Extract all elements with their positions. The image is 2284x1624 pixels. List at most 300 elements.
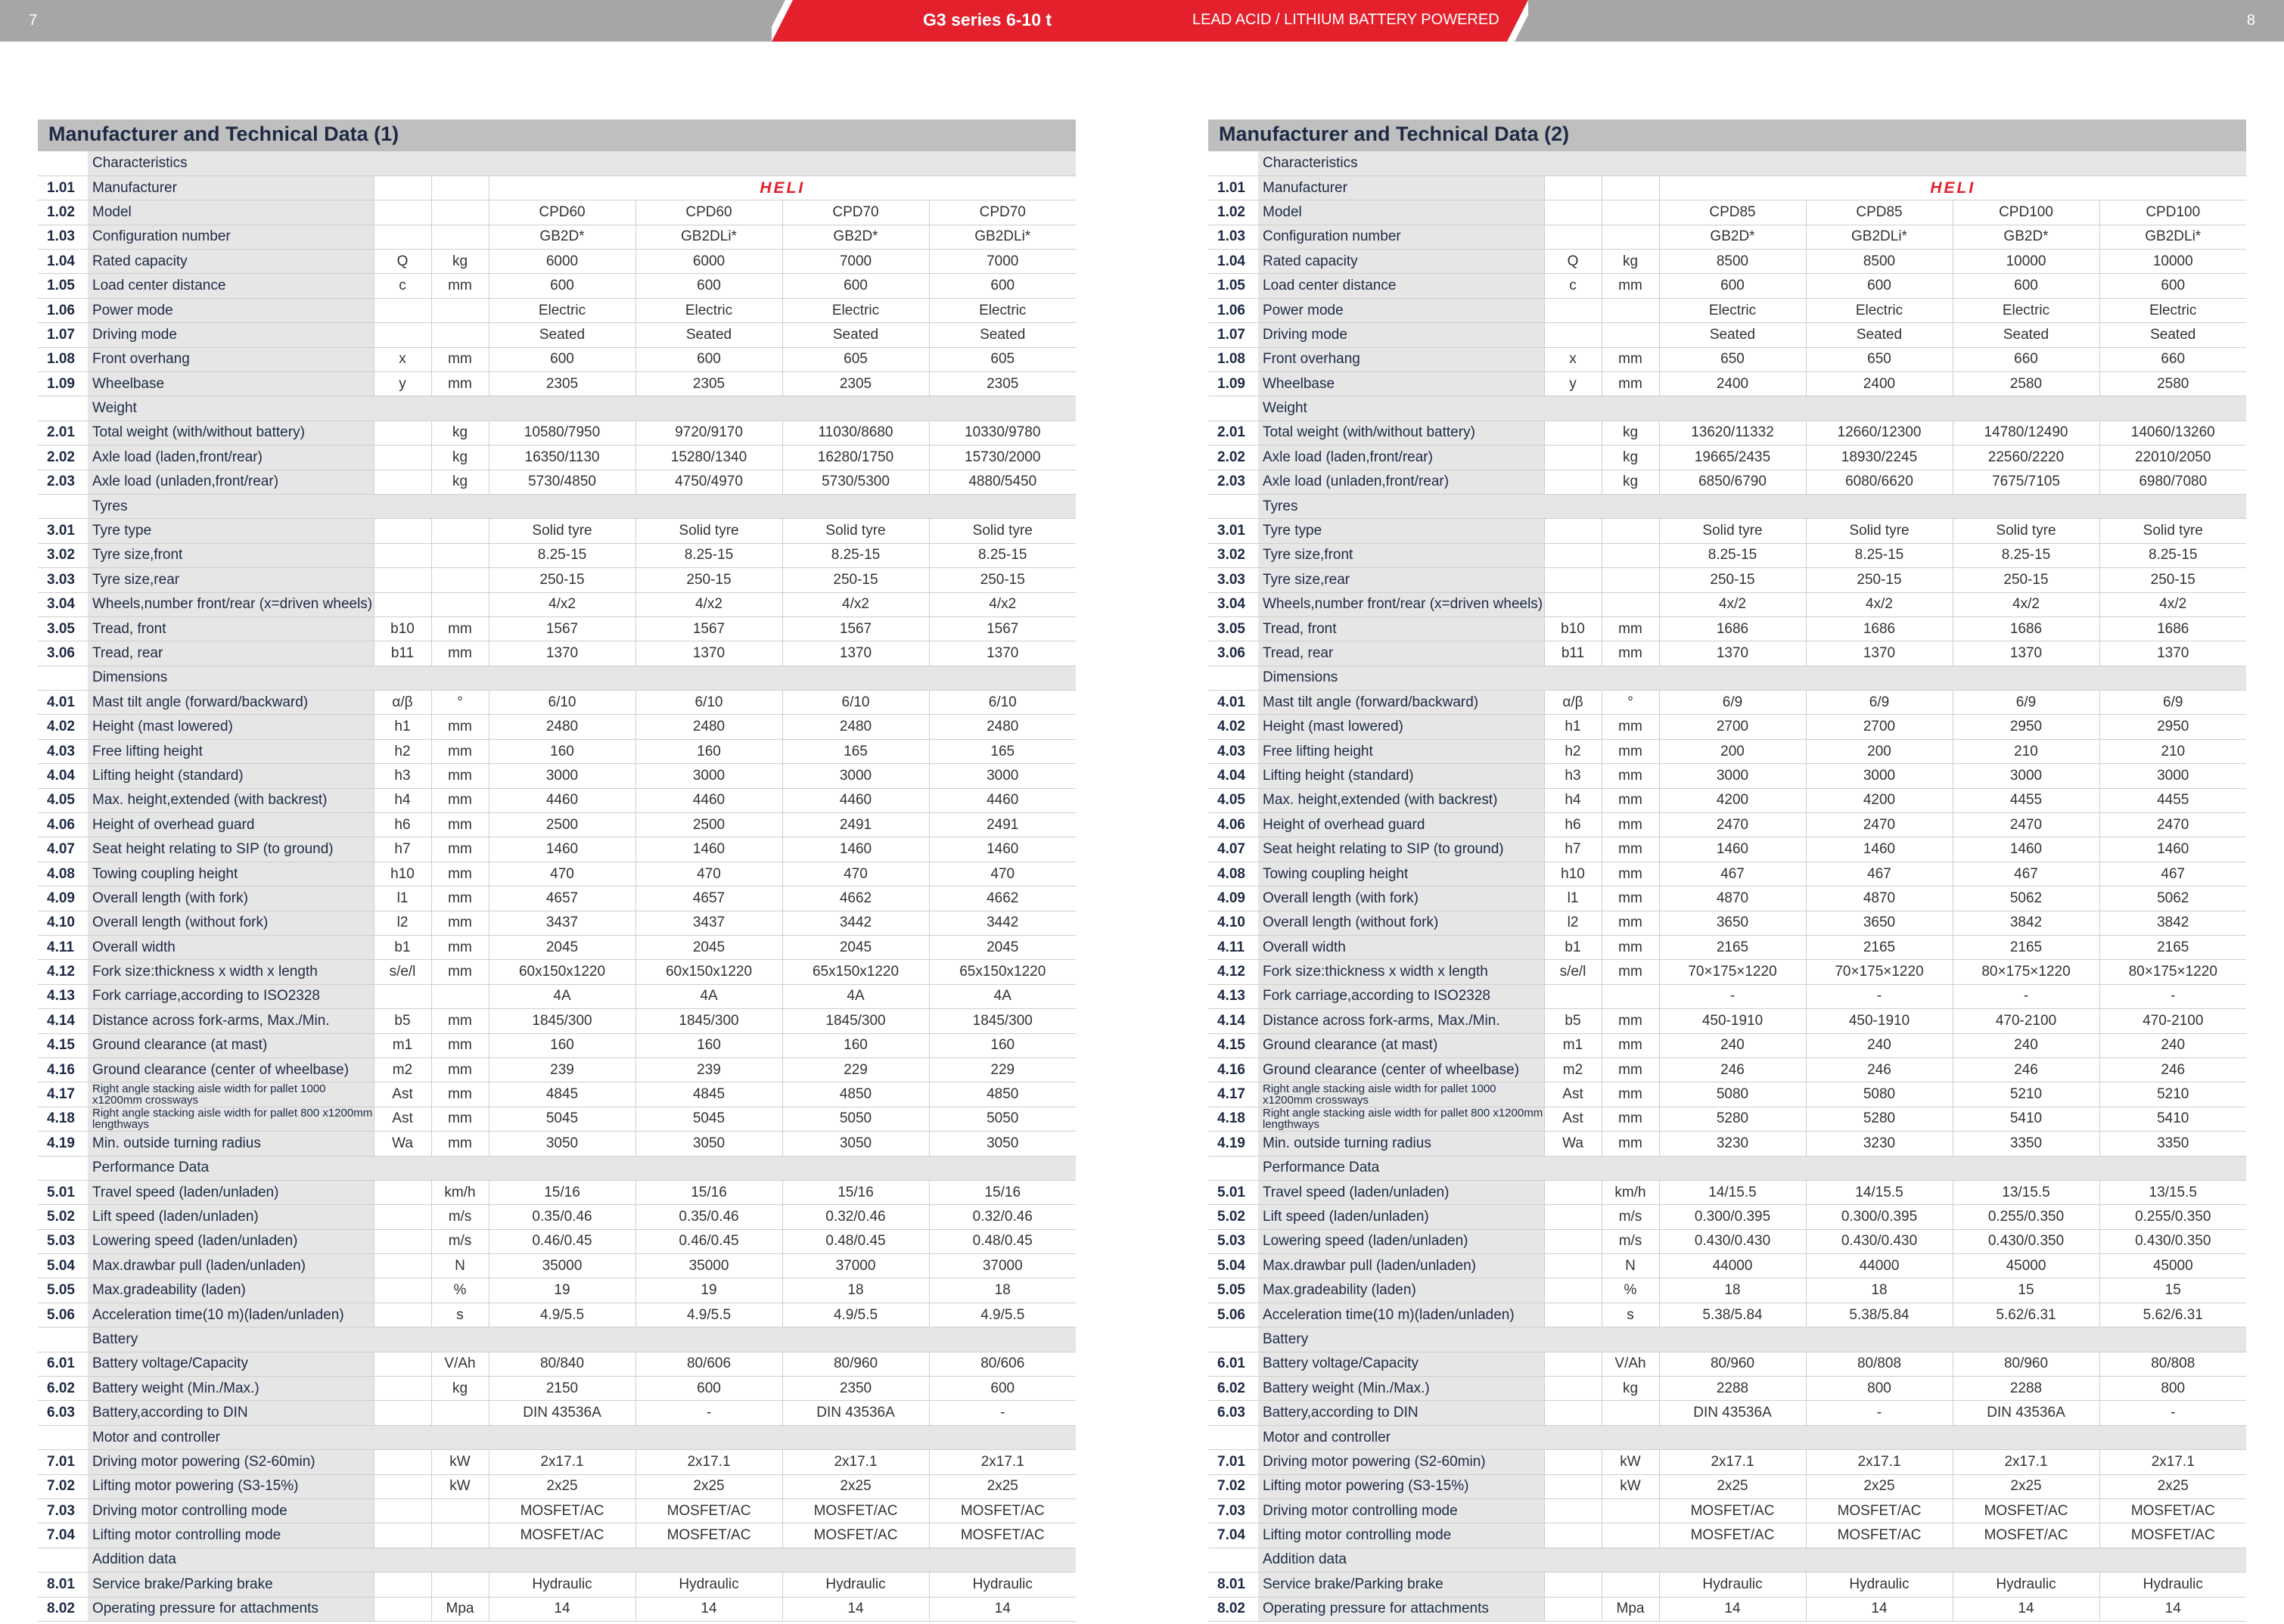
- section-row: [1208, 1548, 2246, 1572]
- spec-row: [38, 1303, 1076, 1327]
- value-cell: MOSFET/AC: [782, 1523, 929, 1548]
- empty-cell: [1544, 494, 1602, 518]
- value-cell: GB2D*: [489, 225, 635, 249]
- value-cell: 65x150x1220: [782, 960, 929, 984]
- row-number: 5.01: [1208, 1180, 1258, 1204]
- value-cell: 5080: [1806, 1082, 1953, 1107]
- value-cell: 2x17.1: [489, 1450, 635, 1474]
- empty-cell: [782, 1156, 929, 1180]
- value-cell: 1845/300: [489, 1009, 635, 1033]
- value-cell: 0.46/0.45: [635, 1229, 782, 1253]
- value-cell: 19: [489, 1278, 635, 1303]
- page-number-right: 8: [2246, 12, 2255, 29]
- value-cell: 1845/300: [782, 1009, 929, 1033]
- symbol-cell: [1544, 200, 1602, 225]
- value-cell: 4850: [929, 1082, 1076, 1107]
- value-cell: 1845/300: [929, 1009, 1076, 1033]
- value-cell: 80/808: [1806, 1352, 1953, 1376]
- symbol-cell: [1544, 1474, 1602, 1498]
- unit-cell: %: [1602, 1278, 1659, 1303]
- empty-cell: [431, 1548, 489, 1572]
- value-cell: 8.25-15: [782, 543, 929, 567]
- row-number: 1.05: [1208, 274, 1258, 298]
- row-label: Front overhang: [88, 347, 374, 371]
- value-cell: 3842: [2099, 911, 2246, 935]
- section-row: [38, 396, 1076, 421]
- value-cell: 14: [782, 1597, 929, 1621]
- value-cell: 7675/7105: [1953, 470, 2099, 494]
- symbol-cell: [374, 323, 431, 347]
- unit-cell: mm: [431, 911, 489, 935]
- row-label: Total weight (with/without battery): [88, 421, 374, 445]
- row-number: 4.10: [38, 911, 88, 935]
- row-label: Min. outside turning radius: [88, 1132, 374, 1156]
- row-number: 4.08: [38, 862, 88, 886]
- row-number: 3.03: [38, 568, 88, 592]
- symbol-cell: c: [374, 274, 431, 298]
- value-cell: 80/960: [1953, 1352, 2099, 1376]
- row-number: 4.09: [1208, 887, 1258, 911]
- value-cell: MOSFET/AC: [635, 1523, 782, 1548]
- value-cell: 600: [1953, 274, 2099, 298]
- value-cell: 8.25-15: [929, 543, 1076, 567]
- empty-cell: [1602, 396, 1659, 421]
- value-cell: Solid tyre: [635, 519, 782, 543]
- unit-cell: [431, 543, 489, 567]
- value-cell: Hydraulic: [489, 1573, 635, 1597]
- row-label: Manufacturer: [88, 175, 374, 200]
- symbol-cell: [1544, 470, 1602, 494]
- row-number: 4.02: [1208, 715, 1258, 739]
- unit-cell: mm: [1602, 1009, 1659, 1033]
- unit-cell: m/s: [431, 1205, 489, 1229]
- value-cell: 1460: [1806, 837, 1953, 862]
- empty-cell: [1602, 1156, 1659, 1180]
- value-cell: 1460: [2099, 837, 2246, 862]
- spec-row: [1208, 984, 2246, 1008]
- value-cell: 4/x2: [929, 592, 1076, 616]
- value-cell: CPD85: [1659, 200, 1806, 225]
- value-cell: 246: [2099, 1057, 2246, 1082]
- value-cell: 4A: [929, 984, 1076, 1008]
- value-cell: 200: [1806, 739, 1953, 763]
- value-cell: Hydraulic: [929, 1573, 1076, 1597]
- unit-cell: mm: [431, 862, 489, 886]
- spec-row: [38, 421, 1076, 445]
- value-cell: 1370: [1806, 641, 1953, 666]
- empty-cell: [431, 1425, 489, 1449]
- value-cell: -: [1953, 984, 2099, 1008]
- value-cell: 2x25: [635, 1474, 782, 1498]
- value-cell: 246: [1659, 1057, 1806, 1082]
- symbol-cell: Ast: [374, 1082, 431, 1107]
- value-cell: 2x25: [929, 1474, 1076, 1498]
- value-cell: 4200: [1806, 788, 1953, 812]
- row-label: Wheels,number front/rear (x=driven wheels): [1258, 592, 1544, 616]
- value-cell: Seated: [489, 323, 635, 347]
- symbol-cell: [374, 1180, 431, 1204]
- row-label: Driving motor powering (S2-60min): [88, 1450, 374, 1474]
- empty-cell: [635, 151, 782, 175]
- row-label: Rated capacity: [1258, 250, 1544, 274]
- spec-row: [38, 543, 1076, 567]
- unit-cell: mm: [431, 641, 489, 666]
- value-cell: 239: [489, 1057, 635, 1082]
- row-number: 1.04: [38, 250, 88, 274]
- symbol-cell: Q: [1544, 250, 1602, 274]
- row-label: Operating pressure for attachments: [1258, 1597, 1544, 1621]
- row-label: Axle load (laden,front/rear): [1258, 446, 1544, 470]
- symbol-cell: [1544, 519, 1602, 543]
- section-label: Performance Data: [88, 1156, 374, 1180]
- unit-cell: mm: [431, 887, 489, 911]
- value-cell: 4662: [929, 887, 1076, 911]
- spec-row: [38, 739, 1076, 763]
- symbol-cell: [1544, 1303, 1602, 1327]
- row-label: Fork size:thickness x width x length: [88, 960, 374, 984]
- symbol-cell: [1544, 1205, 1602, 1229]
- row-label: Axle load (laden,front/rear): [88, 446, 374, 470]
- symbol-cell: [1544, 298, 1602, 322]
- row-label: Height of overhead guard: [88, 813, 374, 837]
- value-cell: Seated: [2099, 323, 2246, 347]
- value-cell: 2x17.1: [1953, 1450, 2099, 1474]
- row-label: Right angle stacking aisle width for pallet 1000 x1200mm crossways: [88, 1082, 374, 1107]
- value-cell: 70×175×1220: [1806, 960, 1953, 984]
- row-number: 1.06: [38, 298, 88, 322]
- unit-cell: mm: [1602, 616, 1659, 641]
- unit-cell: [431, 984, 489, 1008]
- row-number: [38, 396, 88, 421]
- value-cell: 0.48/0.45: [782, 1229, 929, 1253]
- row-label: Manufacturer: [1258, 175, 1544, 200]
- symbol-cell: m2: [1544, 1057, 1602, 1082]
- row-number: 4.18: [38, 1107, 88, 1131]
- value-cell: 0.300/0.395: [1659, 1205, 1806, 1229]
- value-cell: 4870: [1659, 887, 1806, 911]
- empty-cell: [431, 1327, 489, 1352]
- unit-cell: N: [431, 1254, 489, 1278]
- value-cell: 6/9: [1953, 691, 2099, 715]
- empty-cell: [929, 151, 1076, 175]
- unit-cell: kg: [1602, 250, 1659, 274]
- spec-row: [1208, 1009, 2246, 1033]
- unit-cell: mm: [431, 960, 489, 984]
- symbol-cell: [374, 1573, 431, 1597]
- empty-cell: [1953, 1425, 2099, 1449]
- symbol-cell: h1: [1544, 715, 1602, 739]
- value-cell: 1370: [782, 641, 929, 666]
- unit-cell: [431, 1401, 489, 1425]
- value-cell: Solid tyre: [782, 519, 929, 543]
- symbol-cell: [374, 1352, 431, 1376]
- value-cell: Solid tyre: [2099, 519, 2246, 543]
- value-cell: 2500: [489, 813, 635, 837]
- symbol-cell: [1544, 543, 1602, 567]
- row-number: 1.08: [38, 347, 88, 371]
- empty-cell: [929, 1425, 1076, 1449]
- row-label: Tyre size,front: [1258, 543, 1544, 567]
- value-cell: 470: [489, 862, 635, 886]
- value-cell: Solid tyre: [1953, 519, 2099, 543]
- value-cell: 2150: [489, 1377, 635, 1401]
- symbol-cell: [1544, 1573, 1602, 1597]
- row-label: Wheelbase: [88, 372, 374, 396]
- value-cell: Seated: [1953, 323, 2099, 347]
- symbol-cell: [1544, 1180, 1602, 1204]
- row-label: Height (mast lowered): [1258, 715, 1544, 739]
- unit-cell: mm: [1602, 715, 1659, 739]
- empty-cell: [782, 396, 929, 421]
- empty-cell: [1953, 151, 2099, 175]
- symbol-cell: [374, 1523, 431, 1548]
- spec-row: [38, 1498, 1076, 1523]
- symbol-cell: h6: [1544, 813, 1602, 837]
- value-cell: 8500: [1806, 250, 1953, 274]
- empty-cell: [635, 666, 782, 690]
- unit-cell: [1602, 984, 1659, 1008]
- symbol-cell: [1544, 1352, 1602, 1376]
- spec-row: [1208, 739, 2246, 763]
- unit-cell: kW: [431, 1474, 489, 1498]
- section-row: [1208, 1425, 2246, 1449]
- unit-cell: kg: [1602, 421, 1659, 445]
- empty-cell: [431, 494, 489, 518]
- spec-row: [1208, 691, 2246, 715]
- row-number: 4.12: [38, 960, 88, 984]
- value-cell: 1845/300: [635, 1009, 782, 1033]
- value-cell: 0.255/0.350: [1953, 1205, 2099, 1229]
- unit-cell: mm: [431, 1057, 489, 1082]
- value-cell: 0.430/0.430: [1806, 1229, 1953, 1253]
- value-cell: 80/960: [1659, 1352, 1806, 1376]
- row-label: Lowering speed (laden/unladen): [88, 1229, 374, 1253]
- row-number: 4.04: [1208, 764, 1258, 788]
- spec-row: [1208, 837, 2246, 862]
- spec-row: [38, 1009, 1076, 1033]
- value-cell: 4200: [1659, 788, 1806, 812]
- value-cell: Solid tyre: [1806, 519, 1953, 543]
- symbol-cell: h3: [374, 764, 431, 788]
- unit-cell: km/h: [1602, 1180, 1659, 1204]
- unit-cell: N: [1602, 1254, 1659, 1278]
- unit-cell: V/Ah: [431, 1352, 489, 1376]
- row-label: Travel speed (laden/unladen): [1258, 1180, 1544, 1204]
- row-number: 7.03: [1208, 1498, 1258, 1523]
- row-label: Axle load (unladen,front/rear): [88, 470, 374, 494]
- spec-row: [1208, 421, 2246, 445]
- row-number: 6.02: [1208, 1377, 1258, 1401]
- symbol-cell: [374, 1498, 431, 1523]
- unit-cell: mm: [431, 739, 489, 763]
- value-cell: 0.300/0.395: [1806, 1205, 1953, 1229]
- value-cell: 15/16: [782, 1180, 929, 1204]
- value-cell: 2x17.1: [1806, 1450, 1953, 1474]
- value-cell: 15: [1953, 1278, 2099, 1303]
- row-number: [1208, 1327, 1258, 1352]
- symbol-cell: b11: [1544, 641, 1602, 666]
- spec-row: [1208, 960, 2246, 984]
- spec-row: [1208, 715, 2246, 739]
- spec-table: [1208, 151, 2246, 1622]
- row-number: [1208, 396, 1258, 421]
- value-cell: 246: [1806, 1057, 1953, 1082]
- value-cell: 45000: [1953, 1254, 2099, 1278]
- unit-cell: mm: [1602, 911, 1659, 935]
- empty-cell: [1953, 1548, 2099, 1572]
- row-number: 4.15: [1208, 1033, 1258, 1057]
- unit-cell: s: [431, 1303, 489, 1327]
- row-number: [1208, 1156, 1258, 1180]
- row-label: Total weight (with/without battery): [1258, 421, 1544, 445]
- value-cell: 2305: [782, 372, 929, 396]
- value-cell: 13/15.5: [2099, 1180, 2246, 1204]
- unit-cell: mm: [1602, 887, 1659, 911]
- empty-cell: [929, 1327, 1076, 1352]
- value-cell: 1686: [1806, 616, 1953, 641]
- row-number: 8.02: [38, 1597, 88, 1621]
- value-cell: 4657: [489, 887, 635, 911]
- row-number: [1208, 666, 1258, 690]
- section-row: [38, 1156, 1076, 1180]
- value-cell: CPD100: [2099, 200, 2246, 225]
- section-row: [38, 666, 1076, 690]
- symbol-cell: [1544, 175, 1602, 200]
- value-cell: 1460: [782, 837, 929, 862]
- empty-cell: [1953, 1156, 2099, 1180]
- row-label: Max.gradeability (laden): [88, 1278, 374, 1303]
- spec-row: [38, 200, 1076, 225]
- row-number: 1.01: [38, 175, 88, 200]
- row-label: Tyre size,front: [88, 543, 374, 567]
- value-cell: 165: [782, 739, 929, 763]
- section-label: Tyres: [88, 494, 374, 518]
- row-number: 4.02: [38, 715, 88, 739]
- empty-cell: [489, 396, 635, 421]
- value-cell: GB2DLi*: [1806, 225, 1953, 249]
- row-number: [1208, 494, 1258, 518]
- value-cell: 2700: [1806, 715, 1953, 739]
- unit-cell: mm: [1602, 936, 1659, 960]
- section-label: Battery: [1258, 1327, 1544, 1352]
- value-cell: 1370: [635, 641, 782, 666]
- symbol-cell: l2: [1544, 911, 1602, 935]
- empty-cell: [782, 666, 929, 690]
- value-cell: 470: [929, 862, 1076, 886]
- value-cell: MOSFET/AC: [782, 1498, 929, 1523]
- row-number: 4.10: [1208, 911, 1258, 935]
- symbol-cell: [374, 1474, 431, 1498]
- empty-cell: [489, 151, 635, 175]
- value-cell: GB2DLi*: [635, 225, 782, 249]
- value-cell: 160: [782, 1033, 929, 1057]
- value-cell: 3230: [1659, 1132, 1806, 1156]
- row-number: 4.05: [38, 788, 88, 812]
- value-cell: 5730/5300: [782, 470, 929, 494]
- row-label: Right angle stacking aisle width for pallet 800 x1200mm lengthways: [88, 1107, 374, 1131]
- value-cell: 160: [635, 1033, 782, 1057]
- spec-table: [38, 151, 1076, 1622]
- spec-row: [1208, 347, 2246, 371]
- value-cell: Hydraulic: [1659, 1573, 1806, 1597]
- value-cell: 80/606: [929, 1352, 1076, 1376]
- spec-row: [38, 788, 1076, 812]
- value-cell: 2950: [2099, 715, 2246, 739]
- spec-row: [1208, 1229, 2246, 1253]
- symbol-cell: Ast: [1544, 1107, 1602, 1131]
- value-cell: -: [635, 1401, 782, 1425]
- value-cell: 3350: [2099, 1132, 2246, 1156]
- value-cell: 467: [1659, 862, 1806, 886]
- value-cell: 240: [1659, 1033, 1806, 1057]
- empty-cell: [1659, 396, 1806, 421]
- value-cell: 2350: [782, 1377, 929, 1401]
- spec-row: [1208, 1254, 2246, 1278]
- empty-cell: [1659, 666, 1806, 690]
- unit-cell: mm: [431, 788, 489, 812]
- symbol-cell: [374, 543, 431, 567]
- value-cell: 2045: [489, 936, 635, 960]
- empty-cell: [929, 1156, 1076, 1180]
- row-number: [1208, 151, 1258, 175]
- value-cell: 8.25-15: [1806, 543, 1953, 567]
- unit-cell: mm: [1602, 813, 1659, 837]
- value-cell: 13/15.5: [1953, 1180, 2099, 1204]
- symbol-cell: [374, 421, 431, 445]
- value-cell: 6000: [489, 250, 635, 274]
- spec-row: [38, 1229, 1076, 1253]
- value-cell: -: [1806, 984, 1953, 1008]
- spec-row: [1208, 372, 2246, 396]
- section-label: Tyres: [1258, 494, 1544, 518]
- value-cell: -: [2099, 1401, 2246, 1425]
- value-cell: 2x25: [489, 1474, 635, 1498]
- spec-row: [38, 1377, 1076, 1401]
- unit-cell: mm: [431, 1082, 489, 1107]
- value-cell: Hydraulic: [2099, 1573, 2246, 1597]
- row-label: Lowering speed (laden/unladen): [1258, 1229, 1544, 1253]
- value-cell: 5210: [1953, 1082, 2099, 1107]
- value-cell: 160: [489, 1033, 635, 1057]
- empty-cell: [1806, 151, 1953, 175]
- row-label: Rated capacity: [88, 250, 374, 274]
- row-label: Battery weight (Min./Max.): [88, 1377, 374, 1401]
- row-number: 1.03: [1208, 225, 1258, 249]
- value-cell: DIN 43536A: [1953, 1401, 2099, 1425]
- row-label: Tyre size,rear: [88, 568, 374, 592]
- row-number: 4.13: [38, 984, 88, 1008]
- value-cell: Electric: [782, 298, 929, 322]
- symbol-cell: b1: [1544, 936, 1602, 960]
- row-label: Overall length (without fork): [88, 911, 374, 935]
- spec-row: [1208, 1573, 2246, 1597]
- value-cell: 467: [2099, 862, 2246, 886]
- unit-cell: mm: [431, 715, 489, 739]
- symbol-cell: b11: [374, 641, 431, 666]
- symbol-cell: h2: [1544, 739, 1602, 763]
- value-cell: 600: [2099, 274, 2246, 298]
- row-label: Load center distance: [1258, 274, 1544, 298]
- symbol-cell: [1544, 984, 1602, 1008]
- row-number: 3.05: [1208, 616, 1258, 641]
- symbol-cell: y: [1544, 372, 1602, 396]
- symbol-cell: h2: [374, 739, 431, 763]
- unit-cell: [431, 298, 489, 322]
- row-label: Fork size:thickness x width x length: [1258, 960, 1544, 984]
- row-label: Tyre type: [1258, 519, 1544, 543]
- spec-row: [1208, 543, 2246, 567]
- value-cell: 4A: [635, 984, 782, 1008]
